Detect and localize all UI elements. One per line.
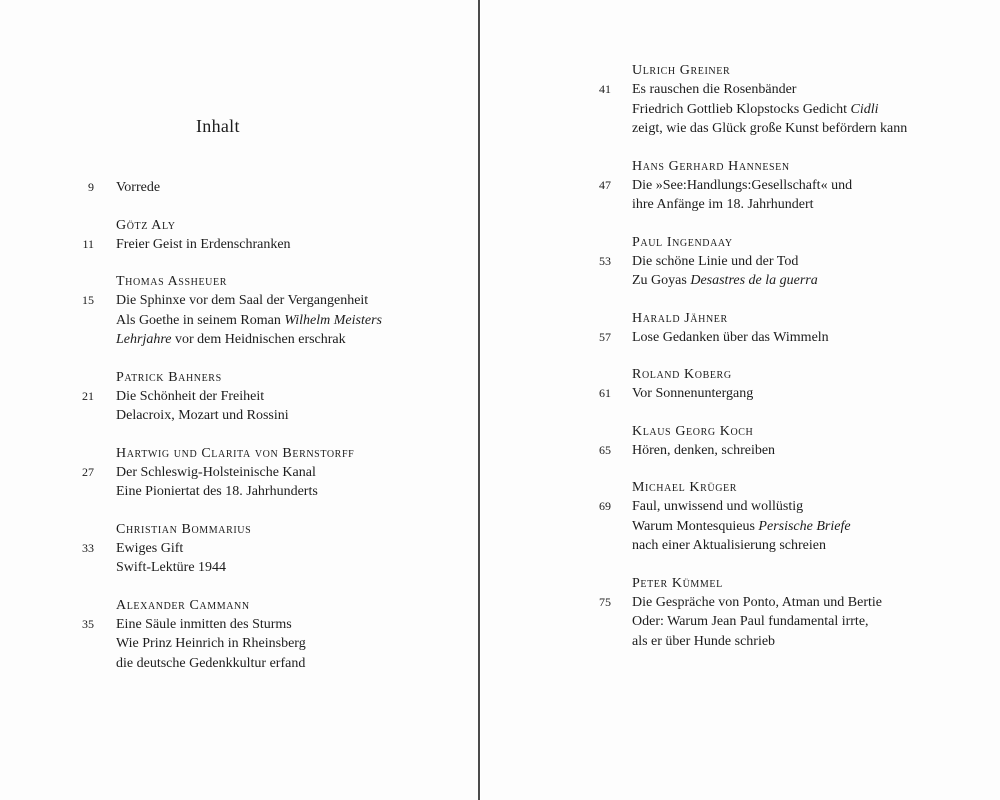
toc-entry-author: Michael Krüger bbox=[632, 480, 738, 495]
toc-entry-title-line bbox=[0, 387, 382, 407]
toc-title-segment: Der Schleswig-Holsteinische Kanal bbox=[116, 464, 316, 480]
toc-entry-title-line bbox=[0, 539, 382, 559]
toc-entry bbox=[0, 272, 382, 350]
toc-entry bbox=[481, 574, 907, 652]
toc-title-segment: Freier Geist in Erdenschranken bbox=[116, 236, 291, 252]
toc-entry-author: Götz Aly bbox=[116, 217, 176, 233]
toc-left-column bbox=[0, 178, 382, 691]
toc-entry-author: Alexander Cammann bbox=[116, 597, 250, 613]
toc-entry bbox=[481, 61, 907, 139]
toc-title-segment: Eine Säule inmitten des Sturms bbox=[116, 616, 292, 632]
toc-entry-title-line bbox=[481, 100, 907, 120]
toc-title-segment: ihre Anfänge im 18. Jahrhundert bbox=[632, 197, 814, 212]
toc-entry-author: Ulrich Greiner bbox=[632, 63, 731, 78]
toc-title-segment: Swift-Lektüre 1944 bbox=[116, 560, 227, 575]
toc-title-segment: Die Sphinxe vor dem Saal der Vergangenheit bbox=[116, 293, 369, 308]
toc-entry-title-line bbox=[0, 178, 382, 198]
toc-title-segment: Delacroix, Mozart und Rossini bbox=[116, 408, 289, 423]
toc-entry bbox=[481, 309, 907, 348]
toc-entry-title-line bbox=[0, 311, 382, 331]
toc-title-segment: Hören, denken, schreiben bbox=[632, 442, 776, 458]
toc-entry-title-line bbox=[0, 291, 382, 311]
toc-entry-title-line bbox=[0, 558, 382, 578]
toc-entry-author: Harald Jähner bbox=[632, 310, 728, 326]
toc-entry-title-line bbox=[0, 463, 382, 483]
toc-entry-page-number: 47 bbox=[599, 177, 611, 192]
page-title: Inhalt bbox=[196, 116, 240, 136]
toc-entry-title-line bbox=[481, 80, 907, 100]
toc-entry bbox=[0, 216, 382, 255]
toc-entry bbox=[0, 520, 382, 578]
toc-entry-author: Peter Kümmel bbox=[632, 575, 723, 591]
toc-title-italic-segment: Wilhelm Meisters bbox=[284, 312, 382, 328]
toc-entry-title-line bbox=[481, 497, 907, 517]
toc-entry-title-line bbox=[0, 482, 382, 502]
toc-entry-author: Christian Bommarius bbox=[116, 521, 252, 537]
toc-entry-title-line bbox=[0, 235, 382, 255]
toc-title-segment: Friedrich Gottlieb Klopstocks Gedicht bbox=[632, 101, 851, 117]
toc-entry-page-number: 15 bbox=[82, 293, 94, 307]
toc-title-segment: Als Goethe in seinem Roman bbox=[116, 312, 285, 328]
toc-entry-title-line bbox=[481, 612, 907, 632]
toc-entry-page-number: 61 bbox=[599, 386, 611, 400]
toc-entry-title-line bbox=[481, 384, 907, 404]
toc-title-segment: Die »See:Handlungs:Gesellschaft« und bbox=[632, 177, 853, 193]
toc-entry-page-number: 21 bbox=[82, 388, 94, 403]
toc-entry-title-line bbox=[481, 593, 907, 613]
toc-title-segment: zeigt, wie das Glück große Kunst befördern kann bbox=[632, 121, 908, 136]
toc-entry-title-line bbox=[0, 654, 382, 674]
toc-entry bbox=[0, 444, 382, 502]
toc-entry-author: Hans Gerhard Hannesen bbox=[632, 158, 790, 174]
toc-entry-page-number: 27 bbox=[82, 464, 94, 479]
toc-entry-page-number: 11 bbox=[82, 236, 94, 251]
toc-entry-title-line bbox=[481, 328, 907, 348]
toc-title-segment: Die Schönheit der Freiheit bbox=[116, 388, 265, 404]
toc-title-segment: die deutsche Gedenkkultur erfand bbox=[116, 655, 306, 671]
toc-entry-page-number: 57 bbox=[599, 329, 611, 344]
toc-entry-title-line bbox=[0, 330, 382, 350]
toc-title-italic-segment: Lehrjahre bbox=[116, 332, 172, 347]
toc-entry-page-number: 33 bbox=[82, 540, 94, 555]
toc-title-segment: Vorrede bbox=[116, 180, 161, 195]
toc-title-segment: nach einer Aktualisierung schreien bbox=[632, 538, 826, 553]
toc-title-segment: Ewiges Gift bbox=[116, 540, 184, 556]
toc-entry-author: Hartwig und Clarita von Bernstorff bbox=[116, 445, 355, 461]
toc-entry-author: Patrick Bahners bbox=[116, 369, 222, 385]
toc-entry bbox=[481, 365, 907, 404]
toc-title-segment: Vor Sonnenuntergang bbox=[632, 386, 754, 401]
toc-entry-title-line bbox=[481, 119, 907, 139]
toc-entry-title-line bbox=[481, 195, 907, 215]
toc-entry bbox=[0, 178, 382, 198]
toc-entry-author: Paul Ingendaay bbox=[632, 234, 733, 250]
toc-entry-title-line bbox=[481, 632, 907, 652]
toc-title-italic-segment: Persische Briefe bbox=[758, 518, 851, 534]
toc-entry-title-line bbox=[481, 441, 907, 461]
toc-entry-title-line bbox=[481, 517, 907, 537]
toc-entry-title-line bbox=[0, 406, 382, 426]
toc-title-segment: Wie Prinz Heinrich in Rheinsberg bbox=[116, 636, 306, 651]
toc-right-column bbox=[481, 61, 907, 669]
toc-entry-title-line bbox=[481, 252, 907, 272]
toc-title-segment: vor dem Heidnischen erschrak bbox=[171, 332, 346, 347]
toc-title-segment: Die schöne Linie und der Tod bbox=[632, 253, 799, 269]
right-page bbox=[481, 0, 1000, 800]
toc-entry-page-number: 9 bbox=[88, 180, 94, 194]
toc-title-segment: Oder: Warum Jean Paul fundamental irrte, bbox=[632, 614, 869, 629]
toc-title-segment: Warum Montesquieus bbox=[632, 518, 759, 534]
toc-entry-page-number: 65 bbox=[599, 442, 611, 457]
toc-entry bbox=[0, 596, 382, 674]
toc-entry-page-number: 69 bbox=[599, 499, 611, 513]
toc-title-italic-segment: Desastres de la guerra bbox=[690, 273, 818, 288]
toc-entry-title-line bbox=[481, 536, 907, 556]
toc-title-segment: Zu Goyas bbox=[632, 273, 691, 288]
toc-entry-author: Thomas Assheuer bbox=[116, 274, 227, 289]
toc-entry-page-number: 41 bbox=[599, 82, 611, 96]
toc-title-segment: als er über Hunde schrieb bbox=[632, 633, 776, 649]
toc-title-segment: Eine Pioniertat des 18. Jahrhunderts bbox=[116, 484, 318, 499]
toc-entry-page-number: 75 bbox=[599, 594, 611, 609]
toc-title-italic-segment: Cidli bbox=[850, 101, 879, 117]
toc-entry bbox=[0, 368, 382, 426]
toc-entry-author: Roland Koberg bbox=[632, 367, 732, 382]
toc-entry-title-line bbox=[0, 615, 382, 635]
toc-title-segment: Die Gespräche von Ponto, Atman und Bertie bbox=[632, 594, 883, 610]
toc-entry-title-line bbox=[0, 634, 382, 654]
book-gutter-divider bbox=[478, 0, 480, 800]
left-page bbox=[0, 0, 479, 800]
toc-entry-title-line bbox=[481, 271, 907, 291]
toc-title-segment: Es rauschen die Rosenbänder bbox=[632, 82, 797, 97]
toc-title-segment: Faul, unwissend und wollüstig bbox=[632, 499, 804, 514]
toc-title-segment: Lose Gedanken über das Wimmeln bbox=[632, 329, 829, 345]
toc-entry bbox=[481, 478, 907, 556]
toc-entry-page-number: 35 bbox=[82, 616, 94, 631]
toc-entry bbox=[481, 157, 907, 215]
toc-entry-title-line bbox=[481, 176, 907, 196]
toc-entry-page-number: 53 bbox=[599, 253, 611, 268]
toc-entry-author: Klaus Georg Koch bbox=[632, 423, 754, 439]
toc-entry bbox=[481, 233, 907, 291]
toc-entry bbox=[481, 422, 907, 461]
